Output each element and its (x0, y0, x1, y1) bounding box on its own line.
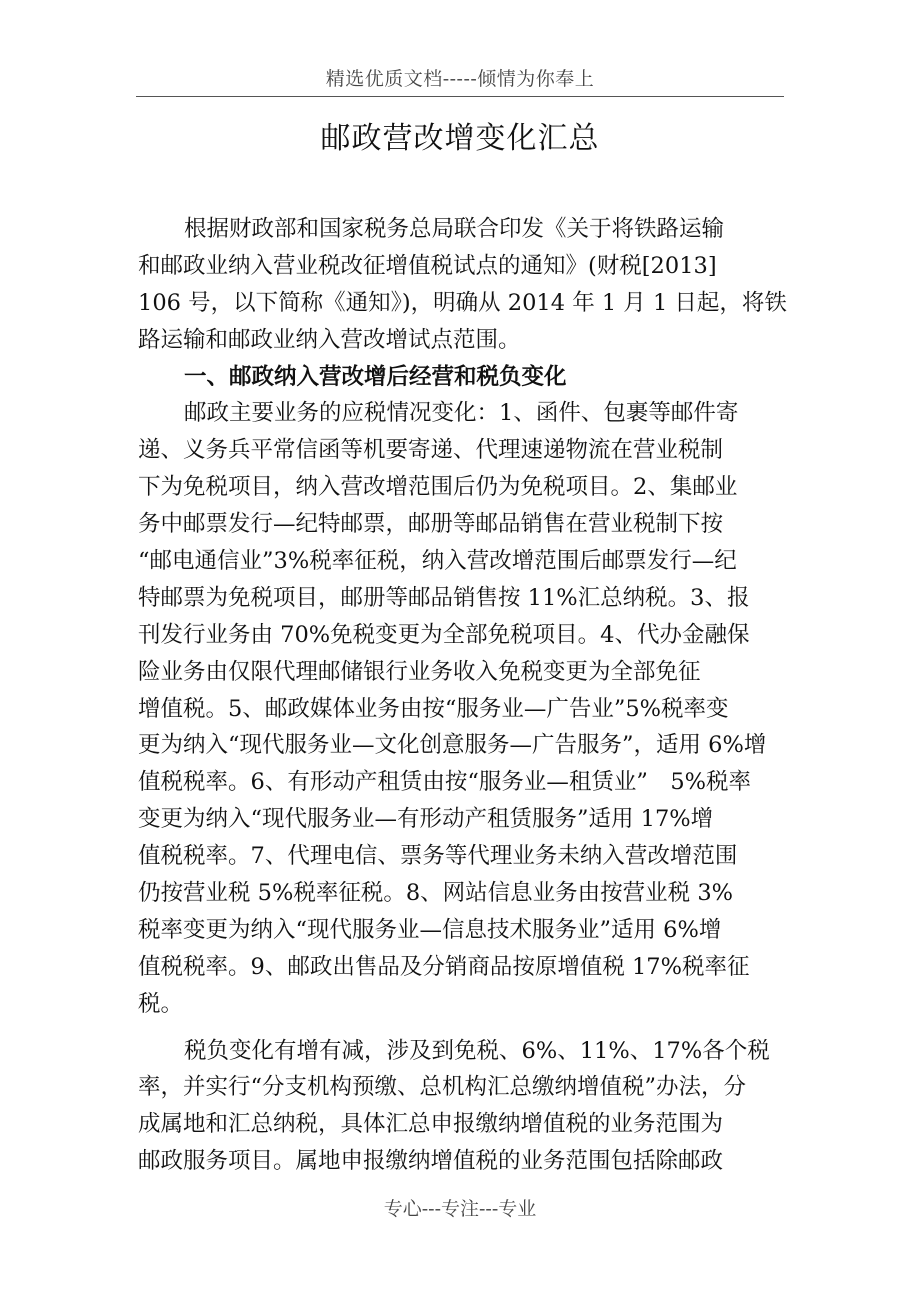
document-body (138, 211, 818, 1180)
page-footer: 专心---专注---专业 (383, 1198, 537, 1220)
text-line: 税率变更为纳入“现代服务业—信息技术服务业”适用 6%增 (138, 916, 722, 943)
text-line: 率，并实行“分支机构预缴、总机构汇总缴纳增值税”办法，分 (138, 1074, 747, 1101)
section-heading-text: 一、邮政纳入营改增后经营和税负变化 (184, 363, 567, 390)
text-line: 路运输和邮政业纳入营改增试点范围。 (138, 326, 521, 353)
header-divider (136, 96, 784, 97)
text-line: 特邮票为免税项目，邮册等邮品销售按 11%汇总纳税。3、报 (138, 584, 750, 611)
text-line: 递、义务兵平常信函等机要寄递、代理速递物流在营业税制 (138, 437, 724, 464)
text-line: 根据财政部和国家税务总局联合印发《关于将铁路运输 (184, 216, 725, 242)
text-line: 变更为纳入“现代服务业—有形动产租赁服务”适用 17%增 (138, 806, 714, 833)
text-line: 险业务由仅限代理邮储银行业务收入免税变更为全部免征 (138, 658, 701, 685)
text-line: 和邮政业纳入营业税改征增值税试点的通知》(财税[2013] (138, 252, 717, 279)
text-line: 仍按营业税 5%税率征税。8、网站信息业务由按营业税 3% (138, 880, 734, 907)
text-line: 税。 (138, 990, 184, 1017)
text-line: 邮政主要业务的应税情况变化：1、函件、包裹等邮件寄 (184, 400, 739, 427)
paragraph-tax-burden (138, 1033, 818, 1181)
text-line: 税负变化有增有减，涉及到免税、6%、11%、17%各个税 (184, 1037, 770, 1064)
document-title: 邮政营改增变化汇总 (320, 121, 600, 156)
text-line: 增值税。5、邮政媒体业务由按“服务业—广告业”5%税率变 (138, 695, 729, 722)
text-line: 更为纳入“现代服务业—文化创意服务—广告服务”，适用 6%增 (138, 732, 767, 759)
text-line: 106 号，以下简称《通知》)，明确从 2014 年 1 月 1 日起，将铁 (138, 289, 787, 316)
paragraph-spacer (138, 1023, 818, 1033)
section-heading (138, 359, 818, 396)
text-line: 务中邮票发行—纪特邮票，邮册等邮品销售在营业税制下按 (138, 511, 724, 538)
page-header: 精选优质文档-----倾情为你奉上 (325, 68, 595, 90)
text-line: 值税税率。6、有形动产租赁由按“服务业—租赁业” 5%税率 (138, 769, 752, 796)
text-line: “邮电通信业”3%税率征税，纳入营改增范围后邮票发行—纪 (138, 548, 737, 575)
text-line: 邮政服务项目。属地申报缴纳增值税的业务范围包括除邮政 (138, 1148, 724, 1175)
text-line: 刊发行业务由 70%免税变更为全部免税项目。4、代办金融保 (138, 621, 750, 648)
text-line: 成属地和汇总纳税，具体汇总申报缴纳增值税的业务范围为 (138, 1111, 724, 1138)
text-line: 下为免税项目，纳入营改增范围后仍为免税项目。2、集邮业 (138, 474, 738, 501)
paragraph-intro (138, 211, 818, 359)
text-line: 值税税率。7、代理电信、票务等代理业务未纳入营改增范围 (138, 843, 738, 870)
text-line: 值税税率。9、邮政出售品及分销商品按原增值税 17%税率征 (138, 953, 750, 980)
paragraph-business-changes (138, 395, 818, 1022)
